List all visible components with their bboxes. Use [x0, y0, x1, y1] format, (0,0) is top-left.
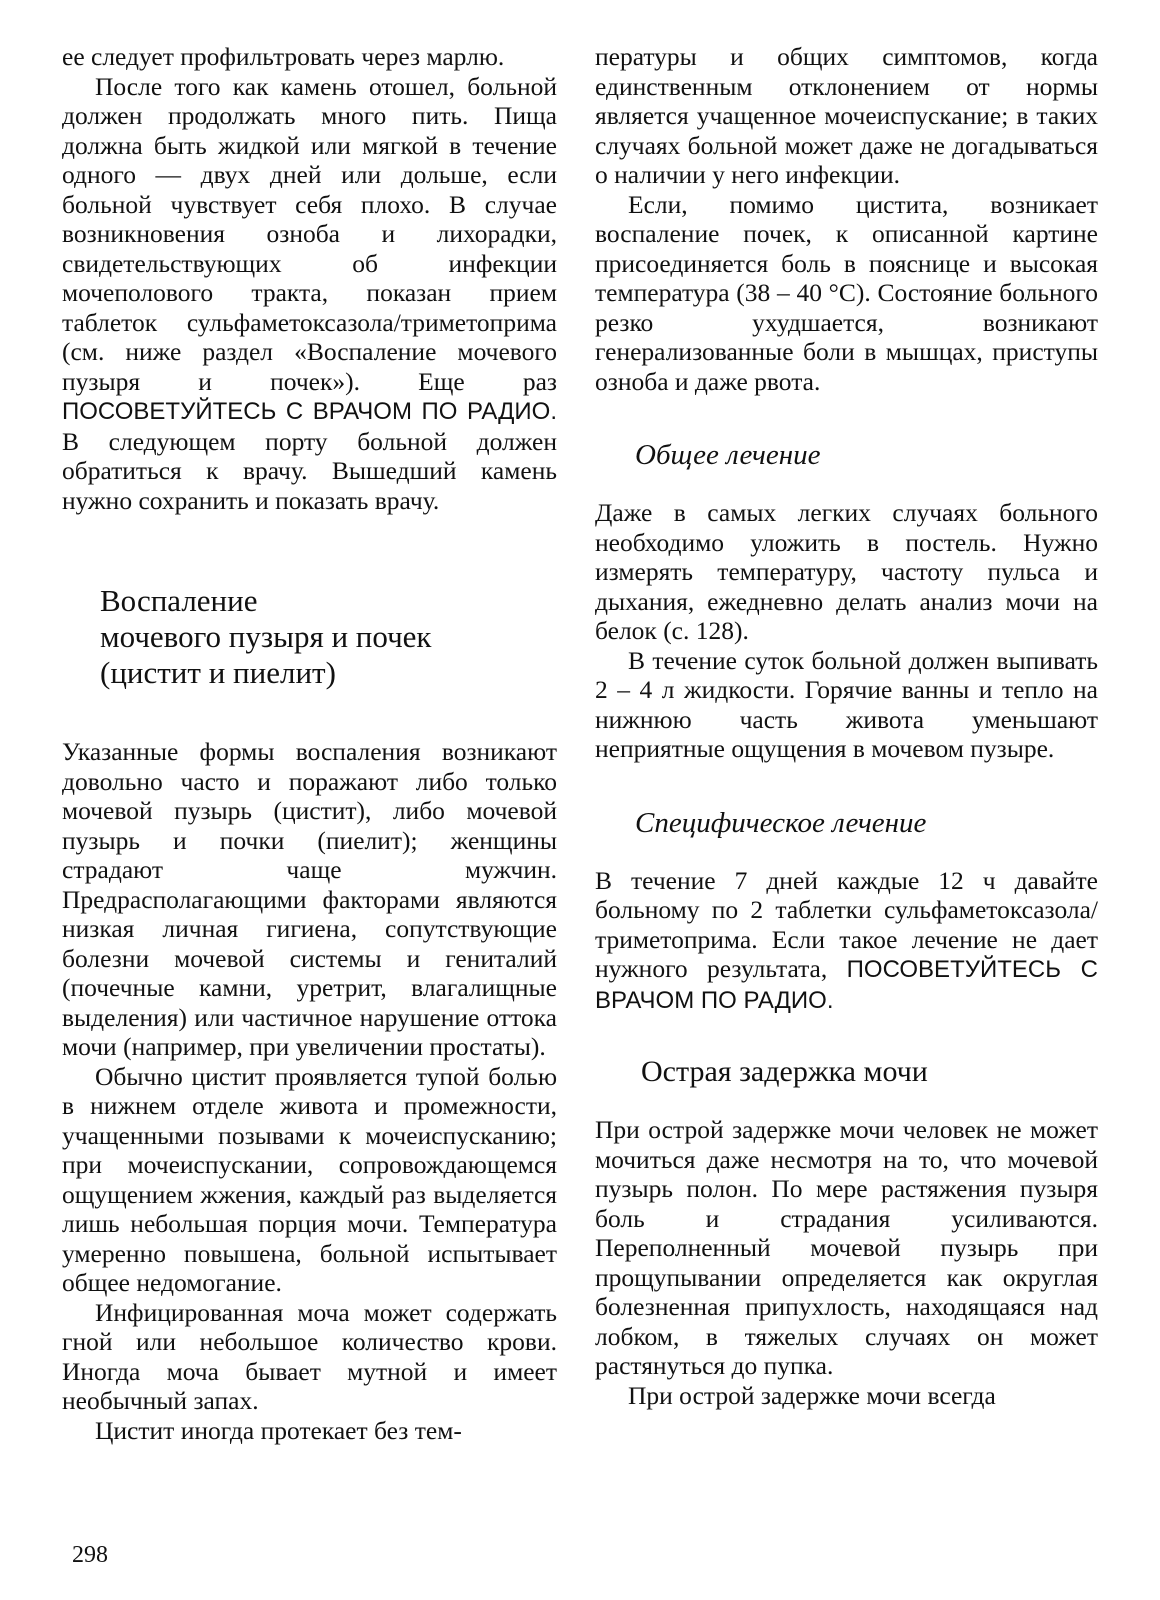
paragraph-medication: В течение 7 дней каждые 12 ч давайте больному по 2 таблетки сульфаметоксазола/триметоприма. Если такое лечение не дает нужного результата, ПОСОВЕТУЙТЕСЬ С ВРАЧОМ ПО РАДИО.: [595, 865, 1098, 1014]
left-column: [62, 42, 557, 1445]
paragraph-bed-rest: Даже в самых легких случаях больного необходимо уложить в постель. Нужно измерять температуру, частоту пульса и дыхания, ежедневно делать анализ мочи на белок (с. 128).: [595, 498, 1098, 645]
paragraph-cystitis-without: Цистит иногда протекает без тем-: [95, 1415, 462, 1445]
paragraph-retention: При острой задержке мочи человек не может мочиться даже несмотря на то, что мочевой пузырь полон. По мере растяжения пузыря боль и страдания усиливаются. Переполненный мочевой пузырь при прощупывании определяется как округлая болезненная припухлость, находящаяся над лобком, в тяжелых случаях он может растянуться до пупка.: [595, 1115, 1098, 1380]
subheading-specific-treatment: Специфическое лечение: [635, 806, 927, 839]
radio-advice-caps-2: ПОСОВЕТУЙТЕСЬ С ВРАЧОМ ПО РАДИО.: [595, 956, 1098, 1014]
paragraph-continuation-right: пературы и общих симптомов, когда единственным отклонением от нормы является учащенное мочеиспускание; в таких случаях больной может даже не догадываться о наличии у него инфекции.: [595, 42, 1098, 189]
page-number: 298: [72, 1542, 108, 1568]
paragraph-continuation: ее следует профильтровать через марлю.: [62, 42, 505, 71]
paragraph-stone-aftercare: После того как камень отошел, больной должен продолжать много пить. Пища должна быть жидкой или мягкой в течение одного — двух дней или дольше, если больной чувствует себя плохо. В случае возникновения озноба и лихорадки, свидетельствующих об инфекции мочеполового тракта, показан прием таблеток сульфаметоксазола/триметоприма (см. ниже раздел «Воспаление мочевого пузыря и почек»). Еще раз ПОСОВЕТУЙТЕСЬ С ВРАЧОМ ПО РАДИО. В следующем порту больной должен обратиться к врачу. Вышедший камень нужно сохранить и показать врачу.: [62, 71, 557, 515]
paragraph-kidney-inflammation: Если, помимо цистита, возникает воспаление почек, к описанной картине присоединяется боль в пояснице и высокая температура (38 – 40 °C). Состояние больного резко ухудшается, возникают генерализованные боли в мышцах, приступы озноба и даже рвота.: [595, 189, 1098, 396]
right-column: [595, 42, 1098, 1410]
paragraph-retention-always: При острой задержке мочи всегда: [628, 1380, 996, 1410]
paragraph-forms: Указанные формы воспаления возникают довольно часто и поражают либо только мочевой пузырь (цистит), либо мочевой пузырь и почки (пиелит); женщины страдают чаще мужчин. Предрасполагающими факторами являются низкая личная гигиена, сопутствующие болезни мочевой системы и гениталий (почечные камни, уретрит, влагалищные выделения) или частичное нарушение оттока мочи (например, при увеличении простаты).: [62, 737, 557, 1061]
subheading-general-treatment: Общее лечение: [635, 439, 821, 471]
paragraph-fluids: В течение суток больной должен выпивать 2 – 4 л жидкости. Горячие ванны и тепло на нижнюю часть живота уменьшают неприятные ощущения в мочевом пузыре.: [595, 645, 1098, 763]
section-heading-urinary-retention: Острая задержка мочи: [641, 1055, 928, 1088]
paragraph-infected-urine: Инфицированная моча может содержать гной или небольшое количество крови. Иногда моча бывает мутной и имеет необычный запах.: [62, 1297, 557, 1415]
paragraph-symptoms: Обычно цистит проявляется тупой болью в нижнем отделе живота и промежности, учащенными позывами к мочеиспусканию; при мочеиспускании, сопровождающемся ощущением жжения, каждый раз выделяется лишь небольшая порция мочи. Температура умеренно повышена, больной испытывает общее недомогание.: [62, 1061, 557, 1297]
radio-advice-caps: ПОСОВЕТУЙТЕСЬ С ВРАЧОМ ПО РАДИО.: [62, 398, 557, 425]
section-heading-cystitis: Воспаление мочевого пузыря и почек (цистит и пиелит): [100, 583, 432, 690]
